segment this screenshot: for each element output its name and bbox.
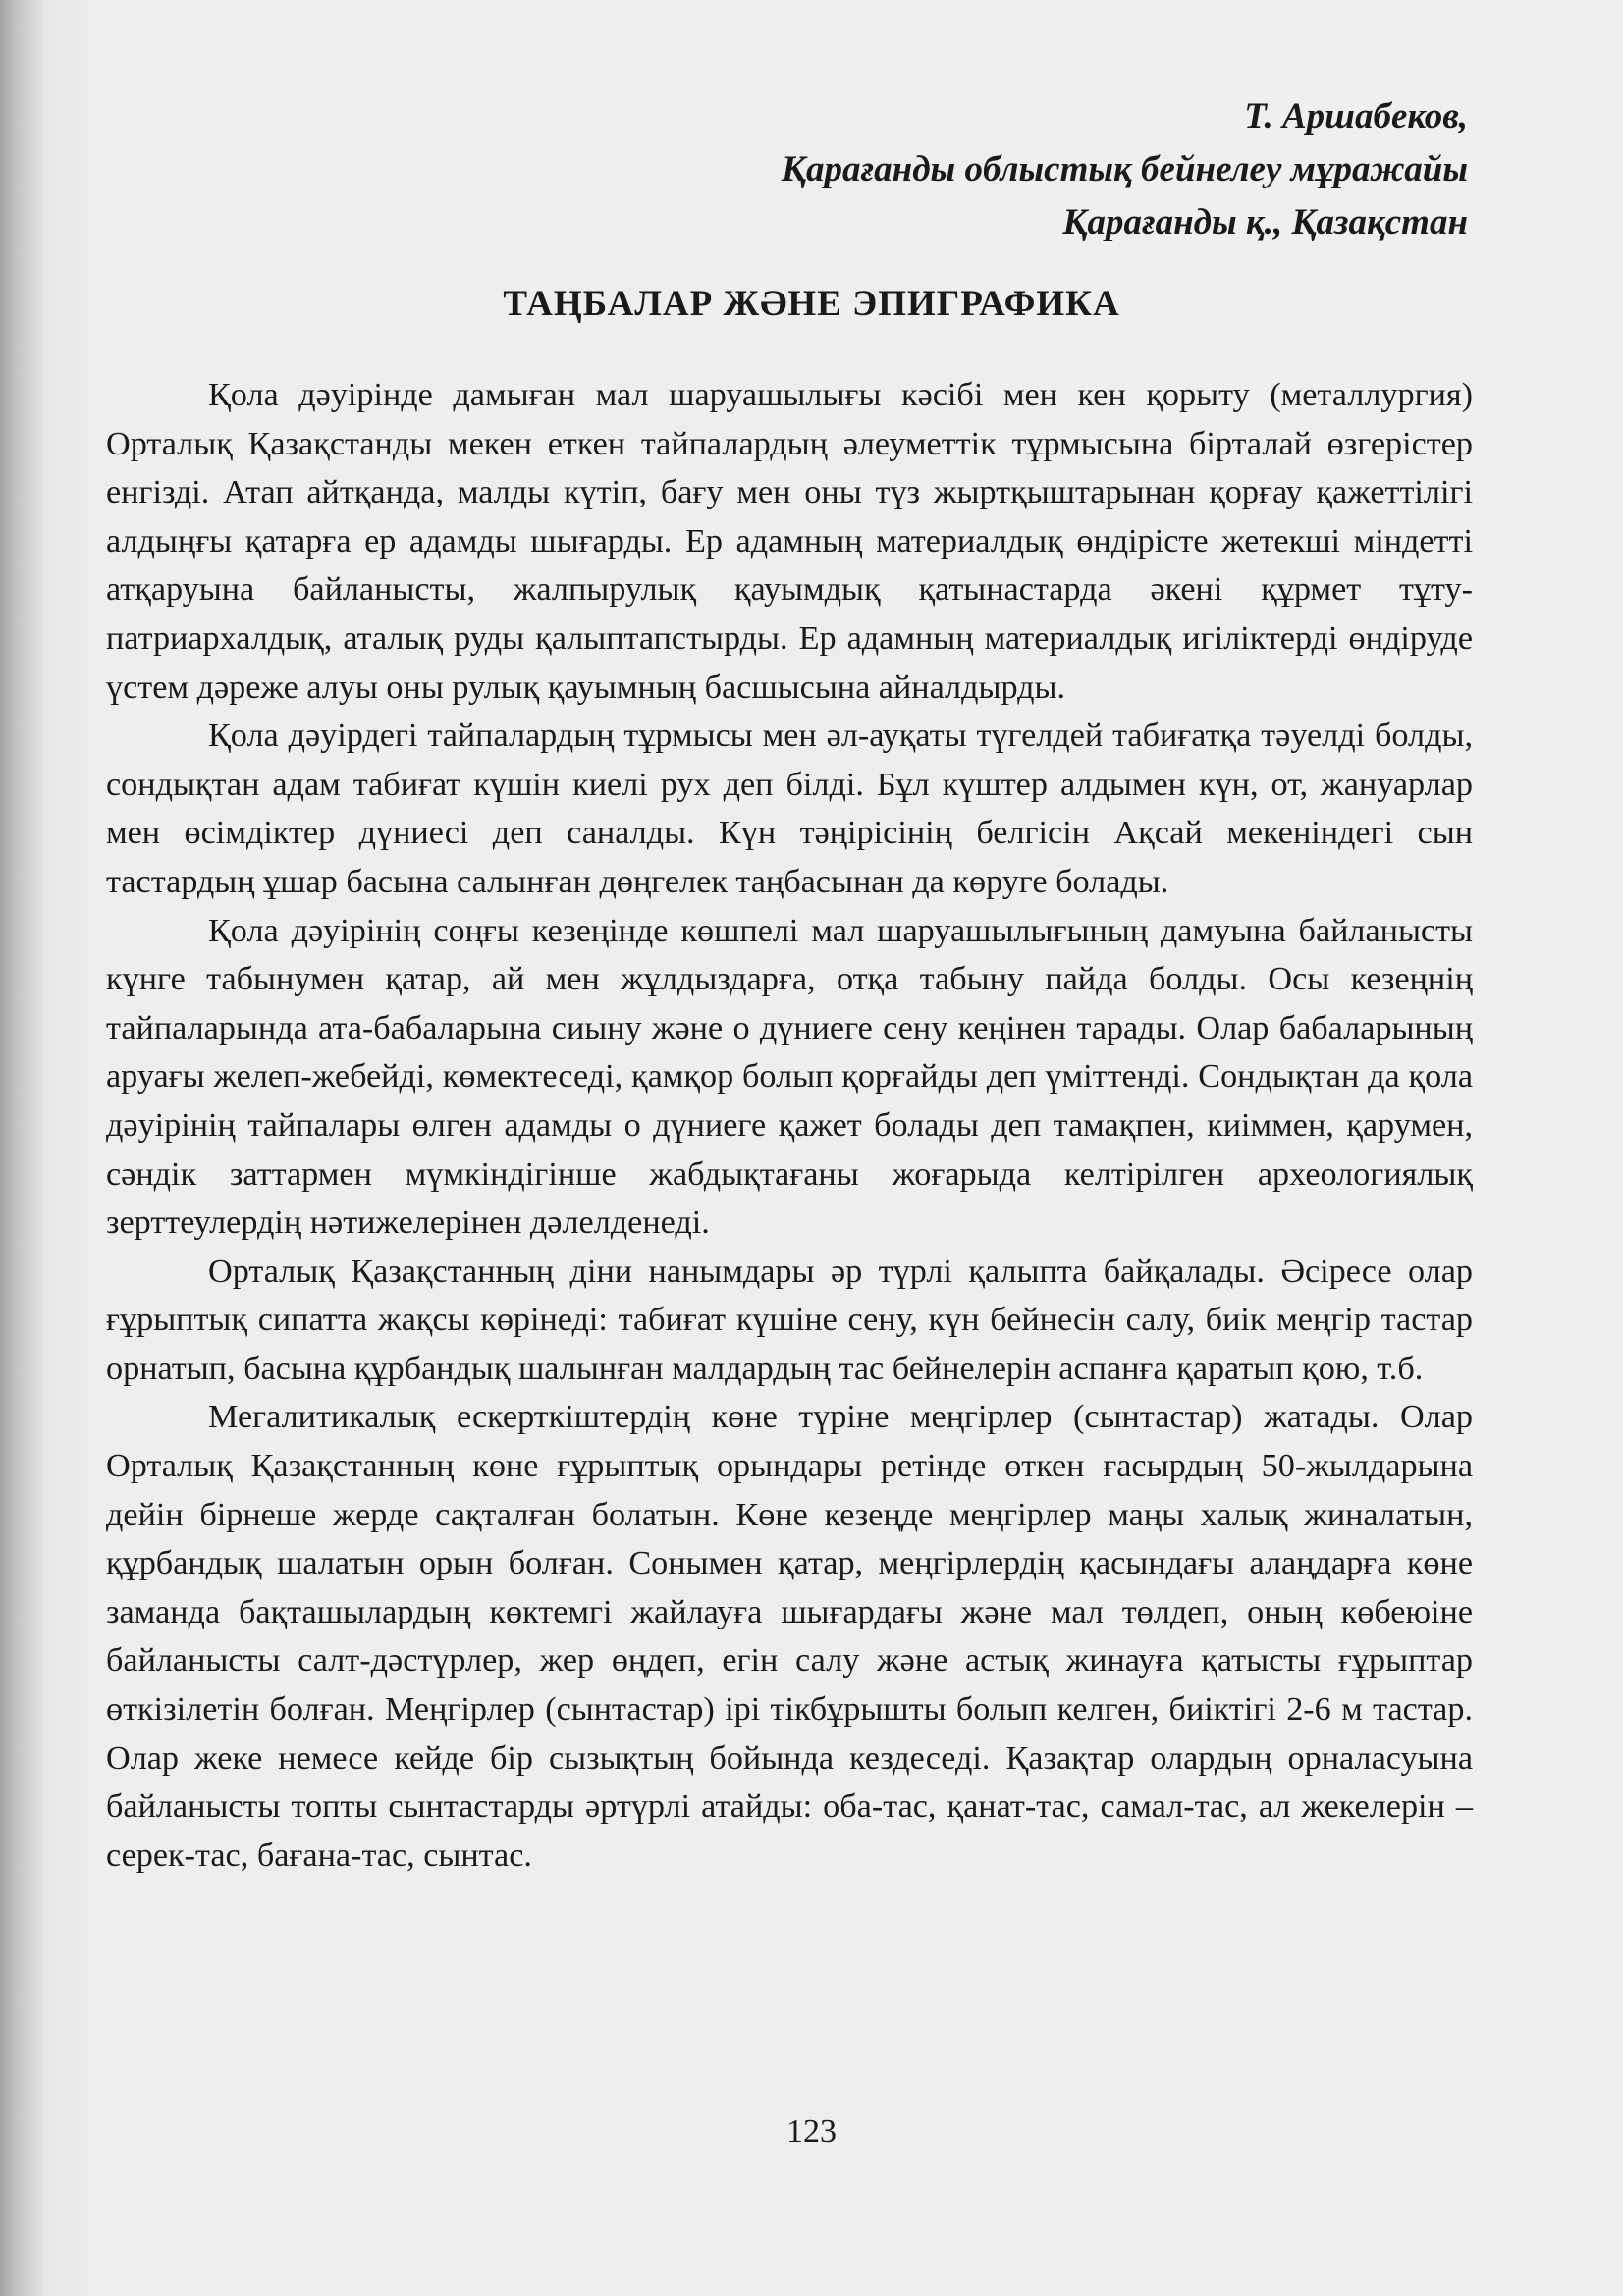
- author-block: [782, 90, 1468, 249]
- paragraph: Қола дәуірдегі тайпалардың тұрмысы мен әл-ауқаты түгелдей табиғатқа тәуелді болды, сондықтан адам табиғат күшін киелі рух деп білді. Бұл күштер алдымен күн, от, жануарлар мен өсімдіктер дүниесі деп саналды. Күн тәңірісінің белгісін Ақсай мекеніндегі сын тастардың ұшар басына салынған дөңгелек таңбасынан да көруге болады.: [106, 718, 1473, 900]
- article-title: ТАҢБАЛАР ЖӘНЕ ЭПИГРАФИКА: [503, 284, 1120, 324]
- paragraph: Мегалитикалық ескерткіштердің көне түріне меңгірлер (сынтастар) жатады. Олар Орталық Қазақстанның көне ғұрыптық орындары ретінде өткен ғасырдың 50-жылдарына дейін бірнеше жерде сақталған болатын. Көне кезеңде меңгірлер маңы халық жиналатын, құрбандық шалатын орын болған. Сонымен қатар, меңгірлердің қасындағы алаңдарға көне заманда бақташылардың көктемгі жайлауға шығардағы және мал төлдеп, оның көбеюіне байланысты салт-дәстүрлер, жер өңдеп, егін салу және астық жинауға қатысты ғұрыптар өткізілетін болған. Меңгірлер (сынтастар) ірі тікбұрышты болып келген, биіктігі 2-6 м тастар. Олар жеке немесе кейде бір сызықтың бойында кездеседі. Қазақтар олардың орналасуына байланысты топты сынтастарды әртүрлі атайды: оба-тас, қанат-тас, самал-тас, ал жекелерін – серек-тас, бағана-тас, сынтас.: [106, 1399, 1473, 1874]
- paragraph: Орталық Қазақстанның діни нанымдары әр түрлі қалыпта байқалады. Әсіресе олар ғұрыптық сипатта жақсы көрінеді: табиғат күшіне сену, күн бейнесін салу, биік меңгір тастар орнатып, басына құрбандық шалынған малдардың тас бейнелерін аспанға қаратып қою, т.б.: [106, 1253, 1473, 1387]
- paragraph: Қола дәуірінде дамыған мал шаруашылығы кәсібі мен кен қорыту (металлургия) Орталық Қазақстанды мекен еткен тайпалардың әлеуметтік тұрмысына бірталай өзгерістер енгізді. Атап айтқанда, малды күтіп, бағу мен оны түз жыртқыштарынан қорғау қажеттілігі алдыңғы қатарға ер адамды шығарды. Ер адамның материалдық өндірісте жетекші міндетті атқаруына байланысты, жалпырулық қауымдық қатынастарда әкені құрмет тұту- патриархалдық, аталық руды қалыптапстырды. Ер адамның материалдық игіліктерді өндіруде үстем дәреже алуы оны рулық қауымның басшысына айналдырды.: [106, 377, 1473, 706]
- author-location: Қарағанды қ., Қазақстан: [1062, 202, 1468, 242]
- author-institution: Қарағанды облыстық бейнелеу мұражайы: [781, 149, 1468, 189]
- page-number: 123: [786, 2113, 837, 2150]
- author-name: Т. Аршабеков,: [1244, 96, 1468, 136]
- paragraph: Қола дәуірінің соңғы кезеңінде көшпелі мал шаруашылығының дамуына байланысты күнге табынумен қатар, ай мен жұлдыздарға, отқа табыну пайда болды. Осы кезеңнің тайпаларында ата-бабаларына сиыну және о дүниеге сену кеңінен тарады. Олар бабаларының аруағы желеп-жебейді, көмектеседі, қамқор болып қорғайды деп үміттенді. Сондықтан да қола дәуірінің тайпалары өлген адамды о дүниеге қажет болады деп тамақпен, киіммен, қарумен, сәндік заттармен мүмкіндігінше жабдықтағаны жоғарыда келтірілген археологиялық зерттеулердің нәтижелерінен дәлелденеді.: [106, 912, 1473, 1242]
- article-body: [106, 371, 1473, 1880]
- book-spine-shadow: [0, 0, 43, 2296]
